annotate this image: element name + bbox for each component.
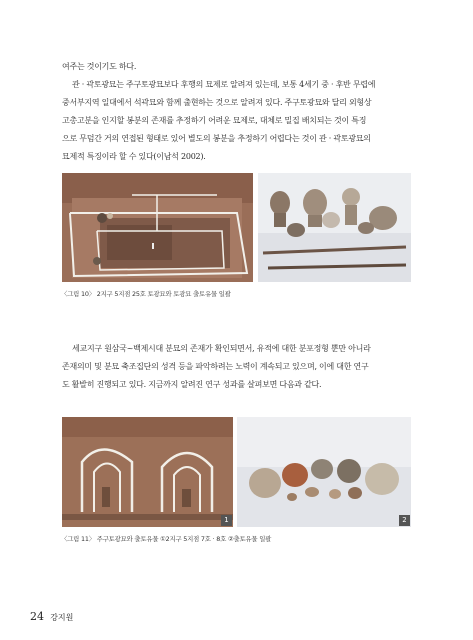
paragraph-line: 중서부지역 일대에서 석곽묘와 함께 출현하는 것으로 알려져 있다. 주구토광묘와 달리 외형상 [62,98,372,107]
body-paragraph-1 [62,58,417,166]
paragraph-line: 묘제적 특징이라 할 수 있다(이남석 2002). [62,152,206,161]
figure-badge-1: 1 [221,515,232,526]
page-footer [30,610,73,623]
figure-badge-2: 2 [399,515,410,526]
author-name: 강지원 [50,613,74,622]
body-paragraph-2 [62,340,417,394]
paragraph-line: 여주는 것이기도 하다. [62,62,137,71]
excavation-photo-tomb-25 [62,173,253,282]
ditch-tomb-artifacts-photo [237,417,411,527]
paragraph-line: 관 · 곽토광묘는 주구토광묘보다 후행의 묘제로 알려져 있는데, 보통 4세기 중 · 후반 무렵에 [72,80,376,89]
artifacts-photo-tomb-25 [258,173,411,282]
ditch-tomb-excavation-photo [62,417,233,527]
paragraph-line: 세교지구 원삼국~백제시대 분묘의 존재가 확인되면서, 유적에 대한 분포정형 뿐만 아니라 [72,344,371,353]
paragraph-line: 으로 무덤간 거의 연접된 형태로 있어 별도의 봉분을 추정하기 어렵다는 것이 관 · 곽토광묘의 [62,134,371,143]
paragraph-line: 존재의미 및 분묘 축조집단의 성격 등을 파악하려는 노력이 계속되고 있으며, 이에 대한 연구 [62,362,369,371]
paragraph-line: 도 활발히 진행되고 있다. 지금까지 알려진 연구 성과를 살펴보면 다음과 같다. [62,380,322,389]
page-number: 24 [30,610,44,623]
figure-11-caption: 〈그림 11〉 주구토광묘와 출토유물 ①2지구 5지점 7호 · 8호 ②출토유물 일괄 [61,535,272,543]
figure-10-caption: 〈그림 10〉 2지구 5지점 25호 토광묘와 토광묘 출토유물 일괄 [61,290,231,298]
paragraph-line: 고총고분을 인지할 봉분의 존재를 추정하기 어려운 묘제로, 대체로 밀집 배치되는 것이 특징 [62,116,367,125]
